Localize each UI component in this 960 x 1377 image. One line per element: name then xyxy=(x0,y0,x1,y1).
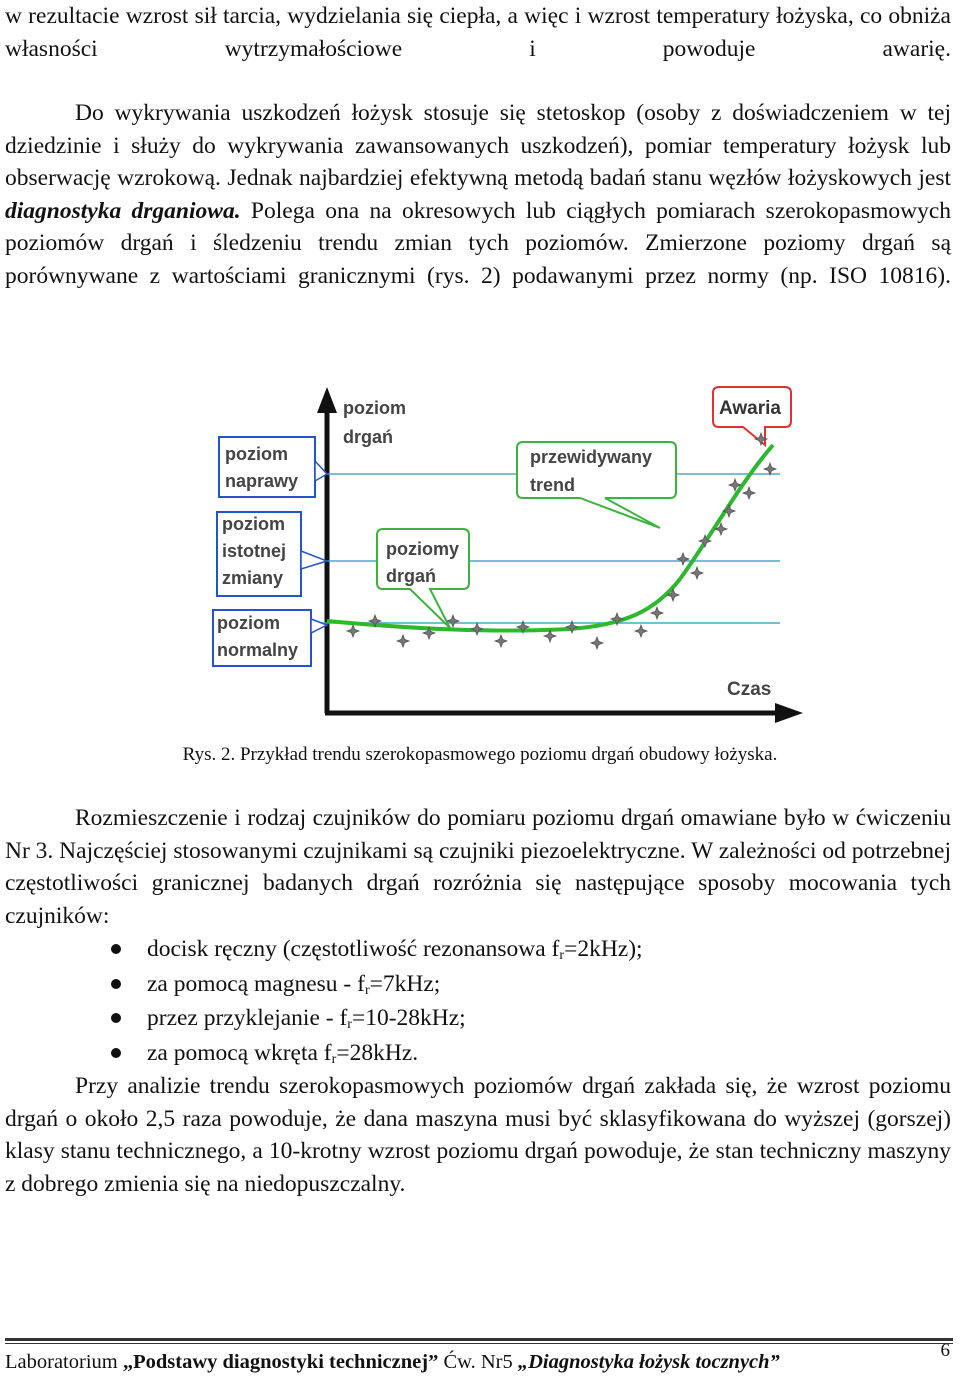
svg-text:normalny: normalny xyxy=(217,640,299,660)
svg-text:trend: trend xyxy=(530,475,575,495)
y-axis-label-1: poziom xyxy=(343,398,406,418)
list-item: za pomocą wkręta $f_r=28kHz$. xyxy=(0,1036,960,1071)
measurement-point xyxy=(495,635,507,647)
bullet-dot xyxy=(111,944,121,954)
measurement-point xyxy=(397,635,409,647)
vibration-trend-figure xyxy=(205,383,805,728)
measurement-point xyxy=(691,567,703,579)
svg-text:naprawy: naprawy xyxy=(225,471,299,491)
measurement-point xyxy=(347,625,359,637)
svg-text:poziomy: poziomy xyxy=(386,539,460,559)
bullet-dot xyxy=(111,979,121,989)
page-footer: Laboratorium „Podstawy diagnostyki technicznej” Ćw. Nr5 „Diagnostyka łożysk tocznych” xyxy=(5,1351,780,1373)
svg-text:Awaria: Awaria xyxy=(719,398,781,419)
list-item: docisk ręczny (częstotliwość rezonansowa $f_r=2kHz$); xyxy=(0,932,960,967)
y-axis-arrow xyxy=(317,387,337,413)
measurement-point xyxy=(764,463,776,475)
label-normal-level xyxy=(213,610,327,666)
svg-text:istotnej: istotnej xyxy=(222,541,287,561)
bullet-dot xyxy=(111,1048,121,1058)
svg-text:drgań: drgań xyxy=(386,566,437,586)
label-significant-change-level xyxy=(217,512,327,596)
page-number: 6 xyxy=(940,1340,950,1361)
paragraph-sensors: Rozmieszczenie i rodzaj czujników do pomiaru poziomu drgań omawiane było w ćwiczeniu Nr 3. Najczęściej stosowanymi czujnikami są czujniki piezoelektryczne. W zależności od potrzebnej częstotliwości granicznej badanych drgań rozróżnia się następujące sposoby mocowania tych czujników: xyxy=(5,805,951,929)
measurement-point xyxy=(743,487,755,499)
footer-rule xyxy=(5,1338,953,1341)
paragraph-intro: w rezultacie wzrost sił tarcia, wydzielania się ciepła, a więc i wzrost temperatury łożyska, co obniża własności wytrzymałościowe i powoduje awarię. xyxy=(5,3,951,62)
list-item: przez przyklejanie - $f_r=10-28kHz$; xyxy=(0,1001,960,1036)
callout-failure xyxy=(713,387,791,445)
list-item: za pomocą magnesu - $f_r=7kHz$; xyxy=(0,967,960,1002)
paragraph-trend-analysis: Przy analizie trendu szerokopasmowych poziomów drgań zakłada się, że wzrost poziomu drgań o około 2,5 raza powoduje, że dana maszyna musi być sklasyfikowana do wyższej (gorszej) klasy stanu technicznego, a 10-krotny wzrost poziomu drgań powoduje, że stan techniczny maszyny z dobrego zmienia się na niedopuszczalny. xyxy=(5,1073,951,1197)
callout-predicted-trend xyxy=(517,442,676,528)
label-repair-level xyxy=(219,437,327,497)
measurement-point xyxy=(635,625,647,637)
bullet-dot xyxy=(111,1013,121,1023)
callout-vibration-levels xyxy=(377,529,469,628)
svg-text:poziom: poziom xyxy=(222,514,285,534)
svg-text:przewidywany: przewidywany xyxy=(530,447,653,467)
y-axis-label-2: drgań xyxy=(343,427,394,447)
footer-rule-thin xyxy=(5,1343,953,1344)
x-axis-label: Czas xyxy=(727,679,772,700)
mounting-methods-list xyxy=(0,932,960,1070)
measurement-point xyxy=(677,553,689,565)
svg-text:poziom: poziom xyxy=(225,444,288,464)
measurement-point xyxy=(651,607,663,619)
measurement-point xyxy=(591,637,603,649)
paragraph-diagnostics: Do wykrywania uszkodzeń łożysk stosuje się stetoskop (osoby z doświadczeniem w tej dziedzinie i służy do wykrywania zawansowanych uszkodzeń), pomiar temperatury łożysk lub obserwację wzrokową. Jednak najbardziej efektywną metodą badań stanu węzłów łożyskowych jest diagnostyka drganiowa. Polega ona na okresowych lub ciągłych pomiarach szerokopasmowych poziomów drgań i śledzeniu trendu zmian tych poziomów. Zmierzone poziomy drgań są porównywane z wartościami granicznymi (rys. 2) podawanymi przez normy (np. ISO 10816). xyxy=(5,100,952,289)
figure-caption: Rys. 2. Przykład trendu szerokopasmowego poziomu drgań obudowy łożyska. xyxy=(182,744,778,765)
svg-text:zmiany: zmiany xyxy=(222,568,284,588)
emphasis-diagnostyka: diagnostyka drganiowa. xyxy=(5,197,241,224)
x-axis-arrow xyxy=(775,703,803,723)
svg-text:poziom: poziom xyxy=(217,613,280,633)
measurement-point xyxy=(471,623,483,635)
